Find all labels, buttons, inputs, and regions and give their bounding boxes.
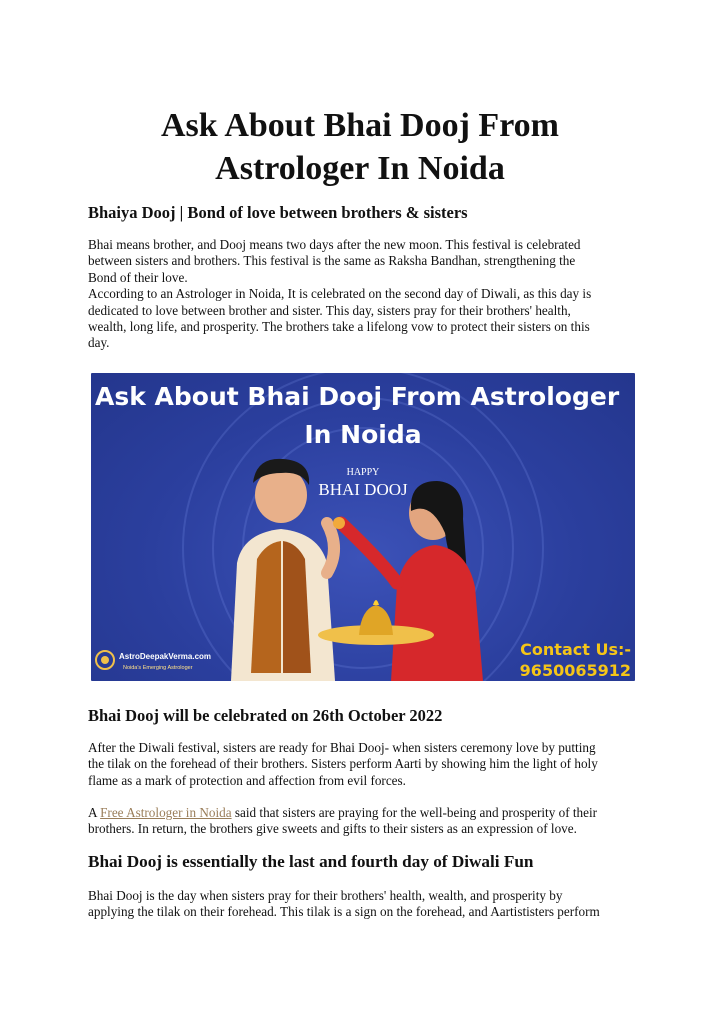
title-line-2: Astrologer In Noida (215, 150, 505, 187)
paragraph-line: applying the tilak on their forehead. This tilak is a sign on the forehead, and Aartististers perform (88, 904, 600, 920)
paragraph-line: After the Diwali festival, sisters are ready for Bhai Dooj- when sisters ceremony love by putting (88, 740, 596, 755)
paragraph-prefix: A (88, 805, 101, 820)
section-heading-bond-of-love: Bhaiya Dooj | Bond of love between brothers & sisters (88, 203, 468, 222)
paragraph-line: Bond of their love. (88, 269, 188, 285)
banner-headline-line-2: In Noida (304, 420, 422, 449)
banner-bhai-dooj-text: BHAI DOOJ (318, 480, 408, 499)
brand-tagline: Noida's Emerging Astrologer (123, 665, 193, 671)
banner-happy-text: HAPPY (346, 467, 380, 478)
bhai-dooj-banner-image (91, 373, 635, 681)
title-line-1: Ask About Bhai Dooj From (161, 107, 559, 144)
free-astrologer-link[interactable]: Free Astrologer in Noida (100, 805, 232, 820)
page-title (60, 104, 660, 190)
tilak-paragraph (88, 888, 636, 921)
paragraph-line: flame as a mark of protection and affection from evil forces. (88, 772, 406, 788)
paragraph-text: said that sisters are praying for the well-being and prosperity of their (231, 805, 598, 820)
ceremony-paragraph (88, 740, 636, 789)
section-heading-celebration-date: Bhai Dooj will be celebrated on 26th October 2022 (88, 706, 443, 725)
paragraph-line: day. (88, 335, 110, 351)
section-heading-last-day: Bhai Dooj is essentially the last and fourth day of Diwali Fun (88, 852, 534, 871)
paragraph-line (88, 805, 636, 821)
contact-label: Contact Us:- (520, 640, 631, 659)
paragraph-line: dedicated to love between brother and sister. This day, sisters pray for their brothers' health, (88, 302, 571, 318)
paragraph-line: the tilak on the forehead of their brothers. Sisters perform Aarti by showing him the light of holy (88, 756, 598, 772)
astrologer-paragraph (88, 805, 636, 838)
sister-illustration (333, 481, 483, 681)
brand-name: AstroDeepakVerma.com (119, 652, 212, 661)
contact-phone: 9650065912 (519, 661, 631, 680)
brand-logo (96, 651, 114, 669)
paragraph-line: wealth, long life, and prosperity. The brothers take a lifelong vow to protect their sisters on this (88, 319, 590, 335)
intro-paragraph (88, 237, 636, 352)
paragraph-line: Bhai Dooj is the day when sisters pray for their brothers' health, wealth, and prosperity by (88, 888, 563, 903)
paragraph-line: Bhai means brother, and Dooj means two days after the new moon. This festival is celebrated (88, 237, 581, 252)
paragraph-line: brothers. In return, the brothers give sweets and gifts to their sisters as an expression of love. (88, 821, 577, 837)
paragraph-line: According to an Astrologer in Noida, It is celebrated on the second day of Diwali, as this day is (88, 286, 592, 302)
banner-headline-line-1: Ask About Bhai Dooj From Astrologer (95, 382, 620, 411)
paragraph-line: between sisters and brothers. This festival is the same as Raksha Bandhan, strengthening the (88, 253, 576, 269)
